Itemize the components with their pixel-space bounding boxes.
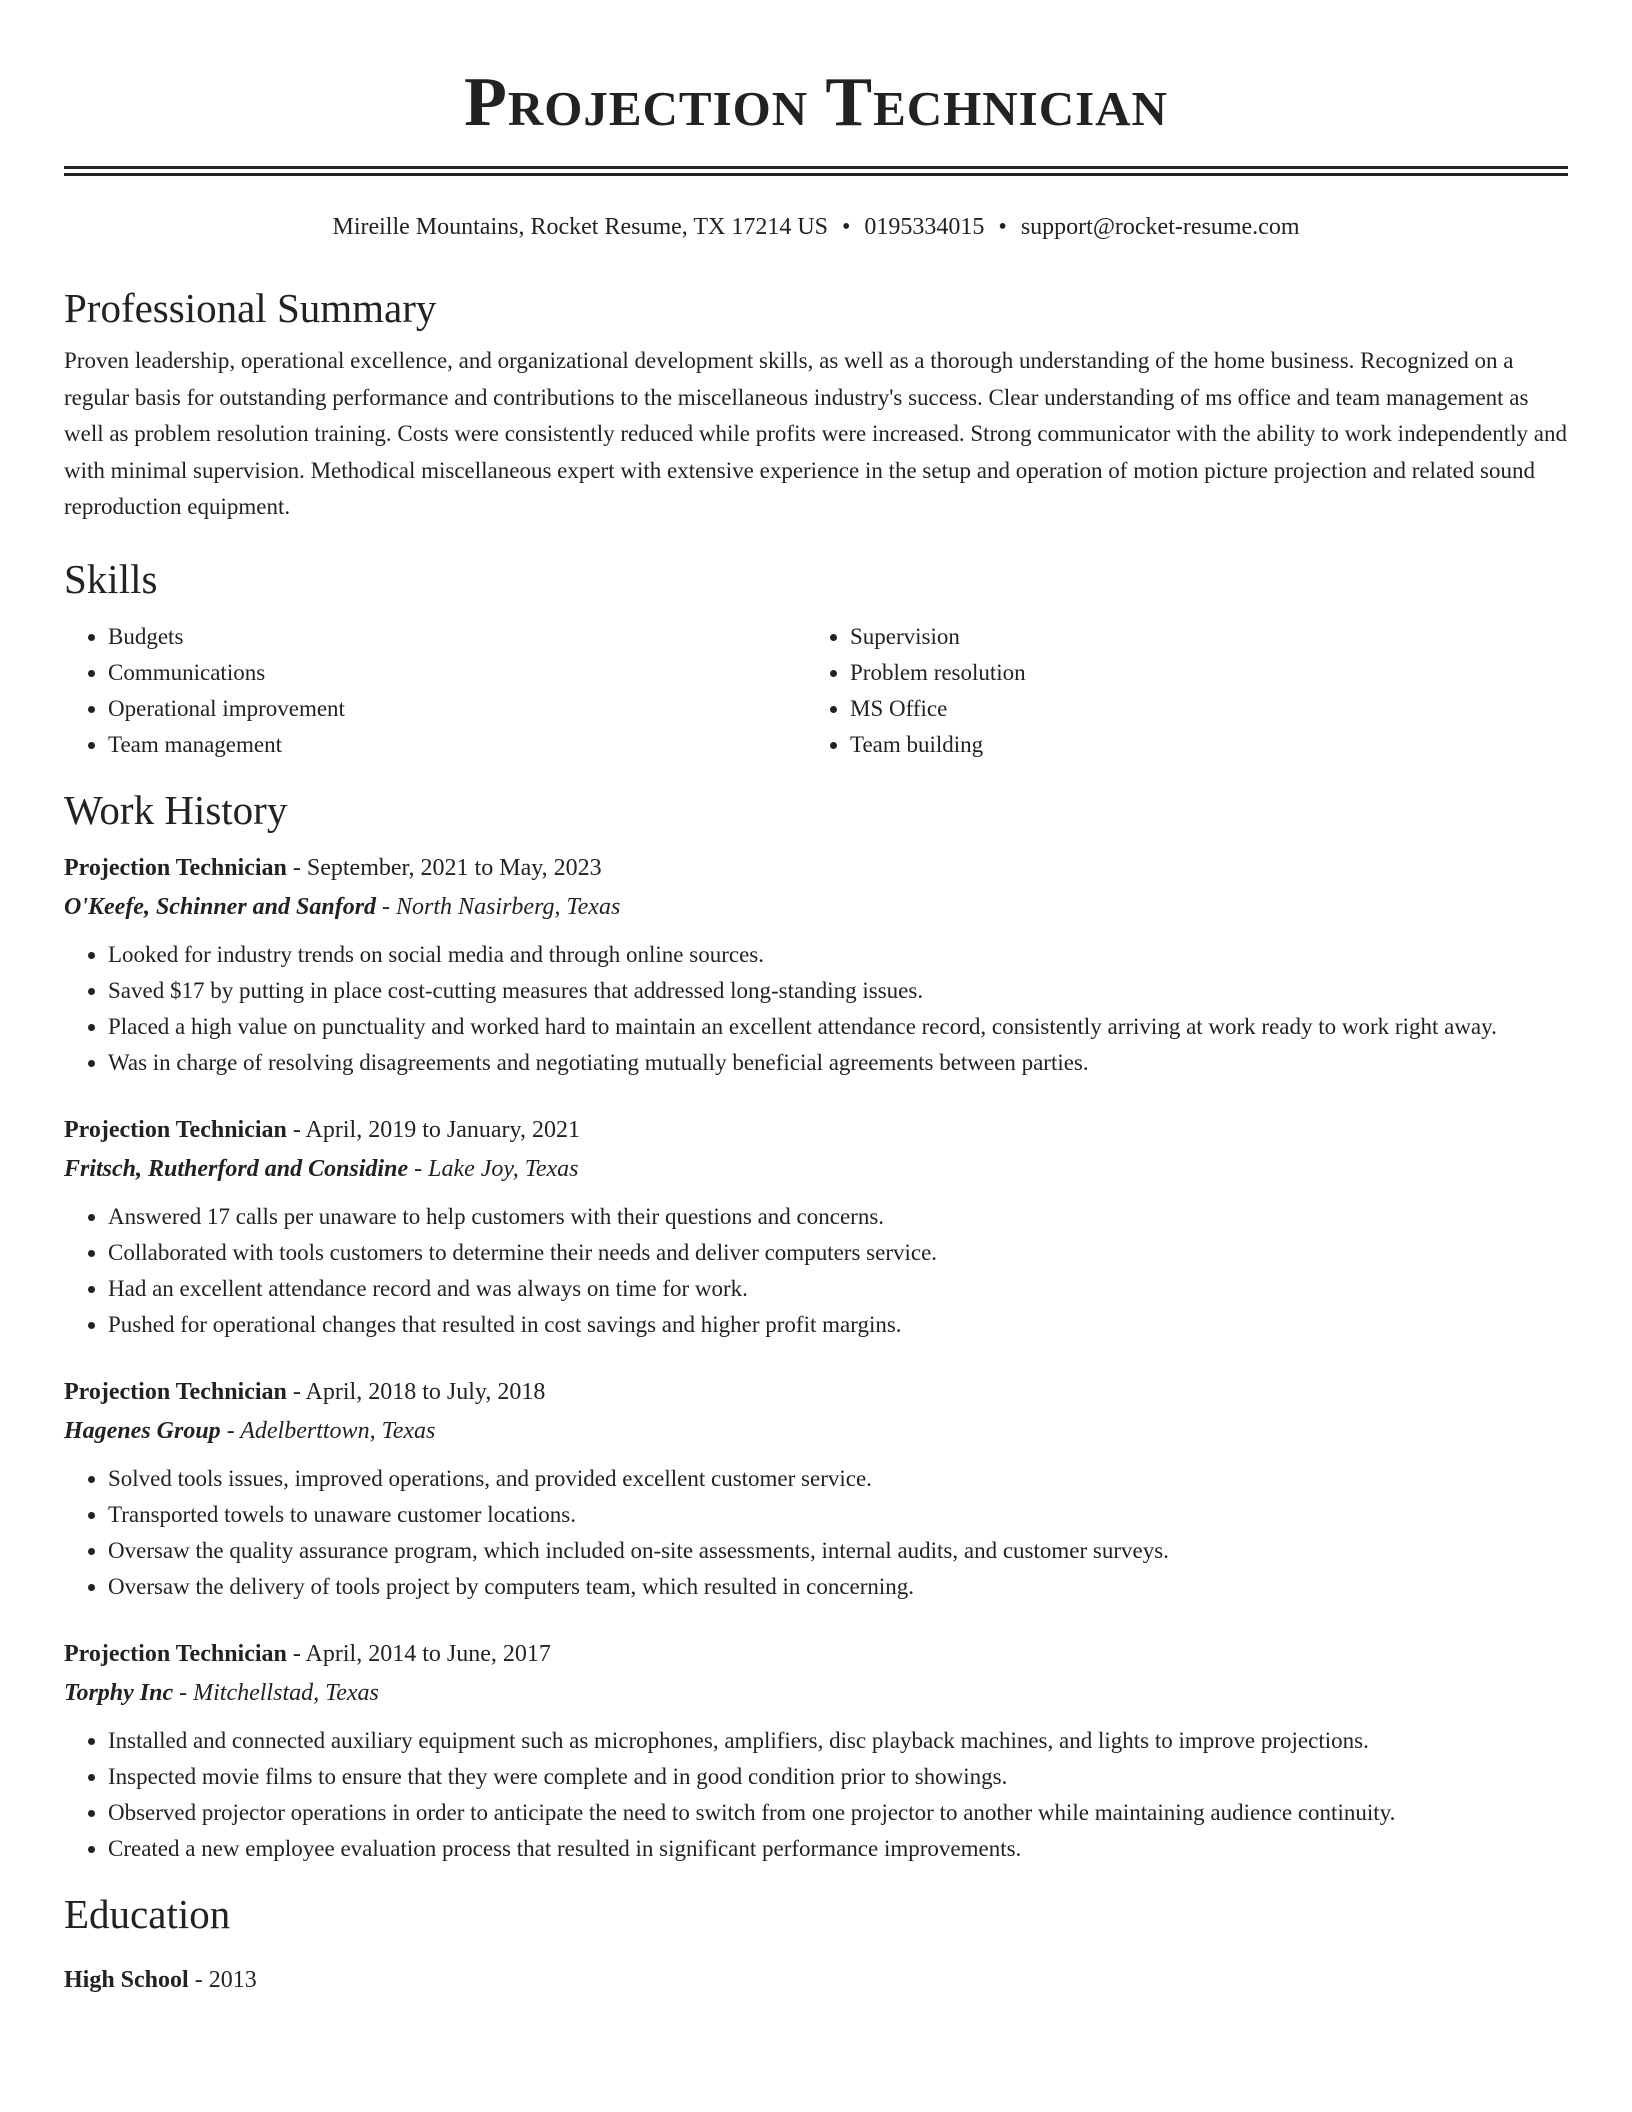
job-title-line: [64, 849, 1568, 887]
skill-item: • Operational improvement: [108, 691, 806, 727]
job-dates: - April, 2019 to January, 2021: [286, 1116, 580, 1143]
skills-column-right: [806, 619, 1548, 763]
job-duties: [64, 1461, 1568, 1605]
contact-email: support@rocket-resume.com: [1020, 214, 1300, 240]
job-title: Projection Technician: [64, 1378, 287, 1405]
education-year: - 2013: [188, 1966, 257, 1993]
resume-title: Projection Technician: [464, 64, 1168, 141]
job-duty: • Oversaw the delivery of tools project by computers team, which resulted in concerning.: [108, 1569, 1568, 1605]
company-location: - North Nasirberg, Texas: [376, 893, 621, 920]
company-line: [64, 1411, 1568, 1451]
company-name: Fritsch, Rutherford and Considine: [64, 1155, 409, 1182]
title-divider: [64, 166, 1568, 176]
job-duty: • Looked for industry trends on social media and through online sources.: [108, 937, 1568, 973]
skill-item: • MS Office: [850, 691, 1548, 727]
company-location: - Lake Joy, Texas: [408, 1155, 579, 1182]
job-duty: • Inspected movie films to ensure that they were complete and in good condition prior to showings.: [108, 1759, 1568, 1795]
job-title: Projection Technician: [64, 854, 287, 881]
job-duty: • Oversaw the quality assurance program, which included on-site assessments, internal audits, and customer surveys.: [108, 1533, 1568, 1569]
education-entry: [64, 1961, 1568, 1999]
job-title: Projection Technician: [64, 1116, 287, 1143]
job-duties: [64, 1199, 1568, 1343]
job-title-line: [64, 1373, 1568, 1411]
job-duties: [64, 1723, 1568, 1867]
job-duty: • Was in charge of resolving disagreements and negotiating mutually beneficial agreements between parties.: [108, 1045, 1568, 1081]
job-entry: [64, 849, 1568, 1081]
skill-item: • Problem resolution: [850, 655, 1548, 691]
job-duty: • Had an excellent attendance record and was always on time for work.: [108, 1271, 1568, 1307]
job-duties: [64, 937, 1568, 1081]
job-duty: • Solved tools issues, improved operations, and provided excellent customer service.: [108, 1461, 1568, 1497]
job-entry: [64, 1373, 1568, 1605]
work-history-heading: Work History: [64, 786, 288, 833]
job-duty: • Created a new employee evaluation process that resulted in significant performance improvements.: [108, 1831, 1568, 1867]
job-dates: - April, 2014 to June, 2017: [286, 1640, 551, 1667]
job-duty: • Saved $17 by putting in place cost-cutting measures that addressed long-standing issues.: [108, 973, 1568, 1009]
skill-item: • Supervision: [850, 619, 1548, 655]
contact-line: [64, 212, 1568, 242]
company-name: Torphy Inc: [64, 1679, 174, 1706]
job-duty: • Answered 17 calls per unaware to help customers with their questions and concerns.: [108, 1199, 1568, 1235]
skill-item: • Team management: [108, 727, 806, 763]
job-title: Projection Technician: [64, 1640, 287, 1667]
summary-heading: Professional Summary: [64, 285, 437, 331]
skill-item: • Communications: [108, 655, 806, 691]
company-location: - Mitchellstad, Texas: [173, 1679, 379, 1706]
education-heading: Education: [64, 1890, 231, 1937]
contact-separator: •: [998, 214, 1007, 240]
job-dates: - April, 2018 to July, 2018: [286, 1378, 546, 1405]
job-title-line: [64, 1635, 1568, 1673]
education-degree: High School: [64, 1966, 189, 1993]
summary-text: Proven leadership, operational excellence, and organizational development skills, as well as a thorough understanding of the home business. Recognized on a regular basis for outstanding performance and contributions to the miscellaneous industry's success. Clear understanding of ms office and team management as well as problem resolution training. Costs were consistently reduced while profits were increased. Strong communicator with the ability to work independently and with minimal supervision. Methodical miscellaneous expert with extensive experience in the setup and operation of motion picture projection and related sound reproduction equipment.: [64, 348, 1567, 519]
contact-separator: •: [842, 214, 851, 240]
job-dates: - September, 2021 to May, 2023: [286, 854, 602, 881]
company-line: [64, 1149, 1568, 1189]
skills-column-left: [64, 619, 806, 763]
job-entry: [64, 1635, 1568, 1867]
contact-phone: 0195334015: [864, 214, 985, 240]
skill-item: • Budgets: [108, 619, 806, 655]
job-duty: • Collaborated with tools customers to determine their needs and deliver computers service.: [108, 1235, 1568, 1271]
company-location: - Adelberttown, Texas: [220, 1417, 436, 1444]
job-duty: • Pushed for operational changes that resulted in cost savings and higher profit margins.: [108, 1307, 1568, 1343]
job-duty: • Observed projector operations in order to anticipate the need to switch from one projector to another while maintaining audience continuity.: [108, 1795, 1568, 1831]
job-title-line: [64, 1111, 1568, 1149]
skills-list: [64, 619, 1568, 763]
company-line: [64, 887, 1568, 927]
skills-heading: Skills: [64, 555, 158, 602]
company-name: O'Keefe, Schinner and Sanford: [64, 893, 377, 920]
company-line: [64, 1673, 1568, 1713]
contact-address: Mireille Mountains, Rocket Resume, TX 17214 US: [332, 214, 828, 240]
company-name: Hagenes Group: [64, 1417, 221, 1444]
job-entry: [64, 1111, 1568, 1343]
job-duty: • Placed a high value on punctuality and worked hard to maintain an excellent attendance record, consistently arriving at work ready to work right away.: [108, 1009, 1568, 1045]
job-duty: • Transported towels to unaware customer locations.: [108, 1497, 1568, 1533]
skill-item: • Team building: [850, 727, 1548, 763]
job-duty: • Installed and connected auxiliary equipment such as microphones, amplifiers, disc playback machines, and lights to improve projections.: [108, 1723, 1568, 1759]
